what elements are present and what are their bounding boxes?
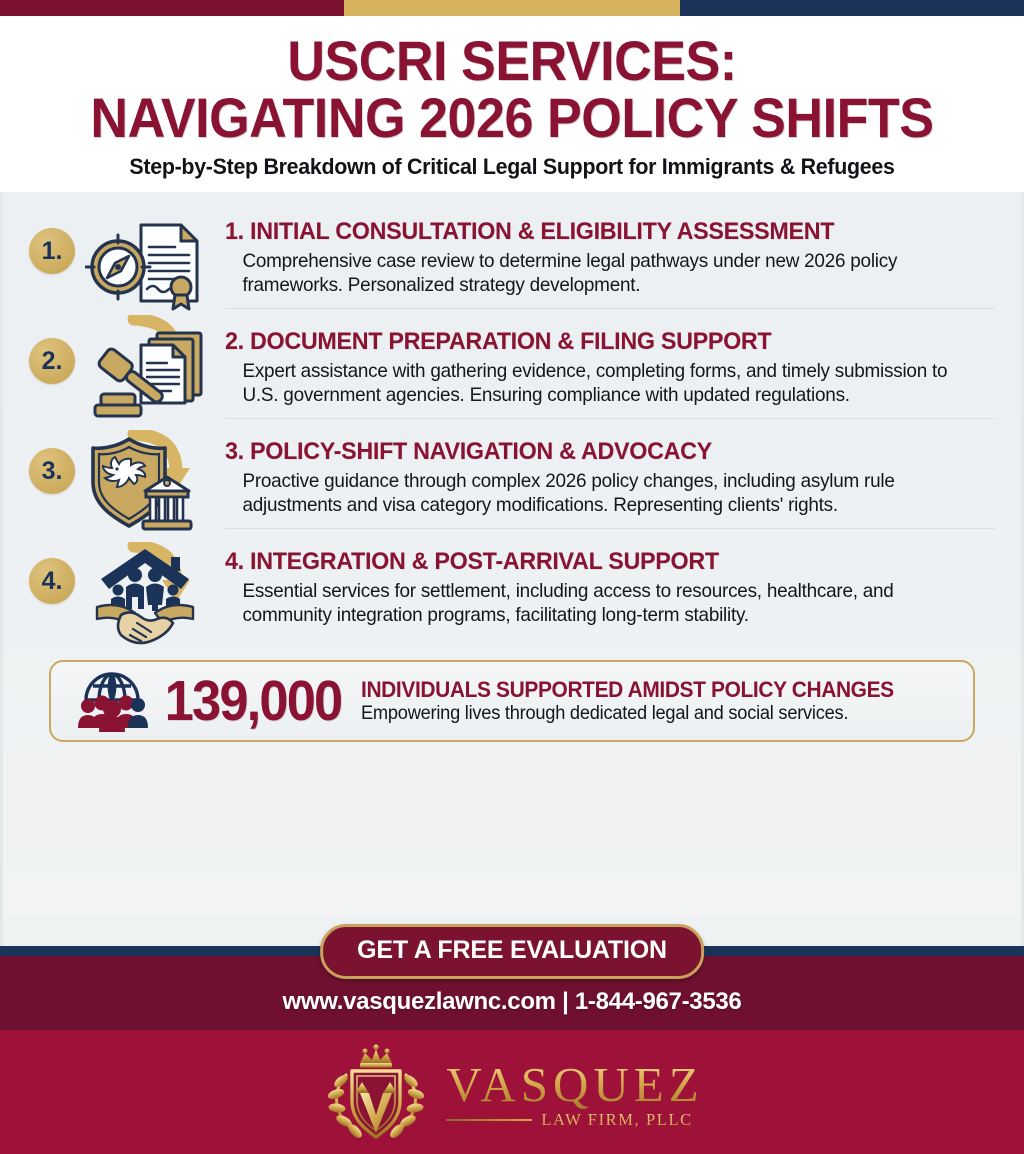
step-number-badge: 2.	[29, 338, 75, 384]
step-rail	[29, 430, 225, 540]
step-item	[29, 430, 995, 540]
step-title: 3. POLICY-SHIFT NAVIGATION & ADVOCACY	[225, 438, 712, 466]
logo-firm-name: VASQUEZ	[446, 1056, 704, 1112]
page-title-line-2: NAVIGATING 2026 POLICY SHIFTS	[90, 86, 934, 150]
stat-box	[49, 660, 975, 742]
topbar-segment-navy	[680, 0, 1024, 16]
gavel-documents-icon	[81, 320, 213, 430]
page-title-line-1: USCRI SERVICES:	[287, 29, 737, 92]
step-body	[225, 430, 995, 529]
step-description: Proactive guidance through complex 2026 policy changes, including asylum rule adjustments and visa category modifications. Representing clients' rights.	[242, 470, 895, 517]
step-item	[29, 320, 995, 430]
step-body	[225, 540, 995, 638]
stat-section	[29, 650, 995, 748]
top-color-bar	[0, 0, 1024, 16]
compass-document-seal-icon	[81, 210, 213, 320]
page-subtitle: Step-by-Step Breakdown of Critical Legal Support for Immigrants & Refugees	[129, 154, 895, 180]
step-title: 2. DOCUMENT PREPARATION & FILING SUPPORT	[225, 328, 772, 356]
step-title: 4. INTEGRATION & POST-ARRIVAL SUPPORT	[225, 548, 719, 576]
header	[0, 16, 1024, 192]
topbar-segment-maroon	[0, 0, 344, 16]
step-body	[225, 210, 995, 309]
cta-section	[0, 918, 1024, 1030]
step-rail	[29, 210, 225, 320]
step-description: Essential services for settlement, including access to resources, healthcare, and community integration programs, facilitating long-term stability.	[242, 580, 894, 627]
globe-people-icon	[69, 670, 155, 732]
logo-firm-subtitle: LAW FIRM, PLLC	[541, 1109, 693, 1129]
stat-subline: Empowering lives through dedicated legal and social services.	[361, 703, 849, 725]
stat-headline: INDIVIDUALS SUPPORTED AMIDST POLICY CHANGES	[361, 676, 894, 702]
topbar-segment-gold	[344, 0, 680, 16]
logo-wordmark	[446, 1056, 704, 1129]
step-item	[29, 210, 995, 320]
step-number-badge: 3.	[29, 448, 75, 494]
family-home-handshake-icon	[81, 540, 213, 650]
step-body	[225, 320, 995, 419]
vasquez-shield-crest-icon	[320, 1041, 432, 1147]
step-title: 1. INITIAL CONSULTATION & ELIGIBILITY ASSESSMENT	[225, 218, 835, 246]
step-number-badge: 1.	[29, 228, 75, 274]
step-description: Comprehensive case review to determine legal pathways under new 2026 policy frameworks. Personalized strategy development.	[242, 250, 898, 297]
footer-logo-band	[0, 1030, 1024, 1154]
steps-list	[29, 210, 995, 650]
step-description: Expert assistance with gathering evidence, completing forms, and timely submission to U.S. government agencies. Ensuring compliance with updated regulations.	[242, 360, 948, 407]
stat-number: 139,000	[164, 668, 342, 733]
logo-subtitle-row	[446, 1109, 703, 1129]
step-rail	[29, 320, 225, 430]
step-item	[29, 540, 995, 650]
step-number-badge: 4.	[29, 558, 75, 604]
contact-info[interactable]: www.vasquezlawnc.com | 1-844-967-3536	[282, 988, 742, 1016]
steps-panel	[0, 192, 1024, 918]
step-rail	[29, 540, 225, 650]
logo-divider-rule	[446, 1119, 532, 1121]
stat-text	[361, 678, 955, 726]
get-free-evaluation-button[interactable]: GET A FREE EVALUATION	[320, 924, 704, 979]
shield-dove-courthouse-icon	[81, 430, 213, 540]
